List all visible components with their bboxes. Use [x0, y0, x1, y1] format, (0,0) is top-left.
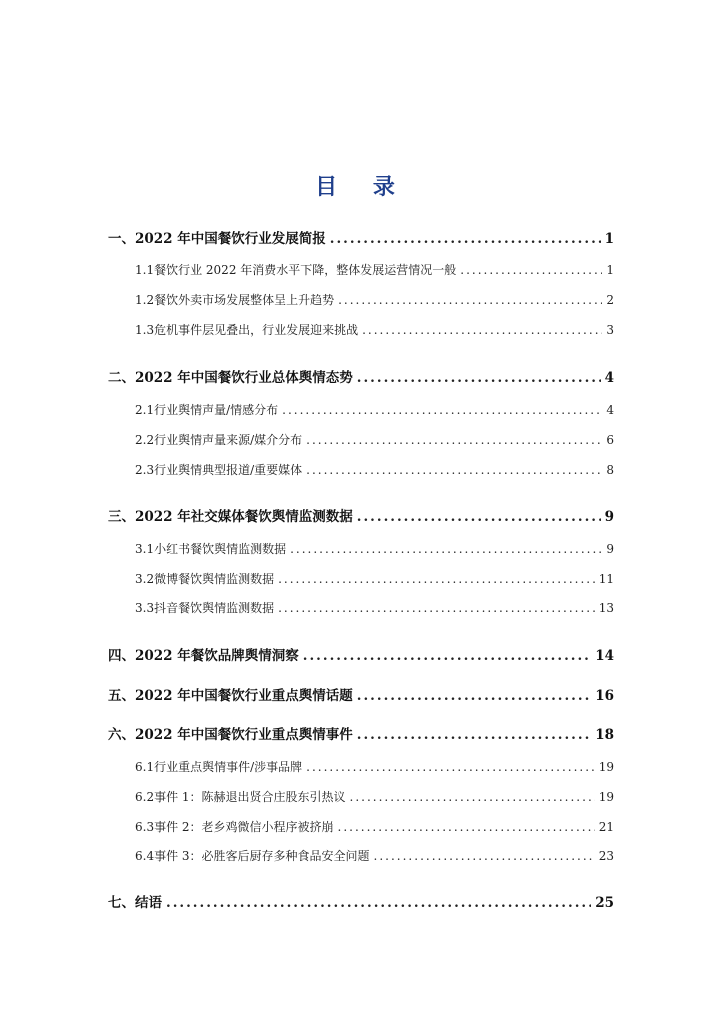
toc-entry-number: 七、	[108, 895, 135, 911]
toc-entry-page: 9	[606, 542, 614, 556]
toc-entry[interactable]	[135, 818, 614, 835]
toc-entry-number: 6.2	[135, 790, 155, 804]
toc-entry-number: 2.3	[135, 463, 155, 477]
toc-entry-text: 微博餐饮舆情监测数据	[154, 572, 275, 586]
toc-dot-leader	[278, 601, 595, 615]
toc-entry-page: 11	[598, 572, 614, 586]
toc-dot-leader	[374, 849, 595, 863]
toc-dot-leader	[278, 572, 595, 586]
toc-entry[interactable]	[108, 891, 614, 911]
toc-entry-text: 行业重点舆情事件/涉事品牌	[154, 760, 303, 774]
toc-dot-leader	[357, 727, 591, 743]
toc-entry-text: 行业舆情声量/情感分布	[154, 403, 279, 417]
toc-entry-number: 二、	[108, 370, 135, 386]
toc-entry-page: 4	[604, 370, 614, 386]
toc-entry-number: 一、	[108, 231, 135, 247]
toc-entry-text: 事件 1：陈赫退出贤合庄股东引热议	[154, 790, 346, 804]
toc-entry-page: 9	[604, 509, 614, 525]
toc-entry-number: 3.1	[135, 542, 155, 556]
toc-entry-page: 1	[604, 231, 614, 247]
toc-entry[interactable]	[108, 505, 614, 525]
toc-entry-number: 三、	[108, 509, 135, 525]
toc-entry-text: 行业舆情声量来源/媒介分布	[154, 433, 303, 447]
toc-entry-number: 3.2	[135, 572, 155, 586]
toc-entry-page: 1	[606, 263, 614, 277]
toc-entry-page: 25	[595, 895, 614, 911]
toc-entry-text: 2022 年社交媒体餐饮舆情监测数据	[135, 509, 353, 525]
toc-entry[interactable]	[108, 684, 614, 704]
toc-dot-leader	[338, 820, 595, 834]
toc-entry-text: 2022 年餐饮品牌舆情洞察	[135, 648, 299, 664]
toc-entry[interactable]	[135, 847, 614, 864]
toc-entry-text: 餐饮外卖市场发展整体呈上升趋势	[154, 293, 335, 307]
toc-title: 目 录	[315, 174, 409, 200]
toc-dot-leader	[350, 790, 595, 804]
toc-dot-leader	[306, 760, 595, 774]
toc-entry-page: 4	[606, 403, 614, 417]
toc-entry-number: 四、	[108, 648, 135, 664]
toc-entry[interactable]	[108, 644, 614, 664]
toc-entry[interactable]	[135, 431, 614, 448]
toc-dot-leader	[282, 403, 602, 417]
toc-entry-number: 1.3	[135, 323, 155, 337]
toc-entry-text: 2022 年中国餐饮行业发展简报	[135, 231, 326, 247]
toc-entry[interactable]	[135, 599, 614, 616]
toc-entry-text: 2022 年中国餐饮行业重点舆情话题	[135, 688, 353, 704]
toc-entry-text: 事件 3：必胜客后厨存多种食品安全问题	[154, 849, 370, 863]
toc-entry-text: 2022 年中国餐饮行业重点舆情事件	[135, 727, 353, 743]
toc-dot-leader	[306, 463, 602, 477]
toc-entry-number: 6.3	[135, 820, 155, 834]
toc-entry-number: 1.2	[135, 293, 155, 307]
toc-entry-page: 16	[595, 688, 614, 704]
toc-entry-text: 行业舆情典型报道/重要媒体	[154, 463, 303, 477]
toc-entry-number: 6.4	[135, 849, 155, 863]
toc-entry-page: 18	[595, 727, 614, 743]
toc-dot-leader	[306, 433, 602, 447]
toc-entry-page: 19	[598, 760, 614, 774]
toc-dot-leader	[357, 688, 591, 704]
toc-dot-leader	[357, 509, 601, 525]
toc-entry-text: 2022 年中国餐饮行业总体舆情态势	[135, 370, 353, 386]
toc-entry-text: 抖音餐饮舆情监测数据	[154, 601, 275, 615]
toc-entry-page: 21	[598, 820, 614, 834]
toc-entry-text: 餐饮行业 2022 年消费水平下降，整体发展运营情况一般	[154, 263, 457, 277]
toc-entry[interactable]	[135, 261, 614, 278]
toc-entry[interactable]	[135, 461, 614, 478]
toc-dot-leader	[362, 323, 602, 337]
toc-entry-text: 小红书餐饮舆情监测数据	[154, 542, 287, 556]
toc-entry[interactable]	[108, 366, 614, 386]
toc-entry-text: 结语	[135, 895, 162, 911]
toc-entry[interactable]	[135, 291, 614, 308]
toc-dot-leader	[166, 895, 591, 911]
toc-dot-leader	[460, 263, 602, 277]
toc-dot-leader	[338, 293, 602, 307]
toc-entry-page: 3	[606, 323, 614, 337]
toc-dot-leader	[303, 648, 591, 664]
toc-entry[interactable]	[135, 570, 614, 587]
toc-entry-number: 1.1	[135, 263, 155, 277]
toc-entry[interactable]	[135, 758, 614, 775]
toc-dot-leader	[357, 370, 601, 386]
toc-entry[interactable]	[108, 723, 614, 743]
toc-entry-page: 13	[598, 601, 614, 615]
toc-entry[interactable]	[135, 401, 614, 418]
toc-entry-page: 6	[606, 433, 614, 447]
toc-entry-number: 五、	[108, 688, 135, 704]
toc-entry[interactable]	[135, 321, 614, 338]
toc-entry[interactable]	[108, 227, 614, 247]
toc-entry-page: 8	[606, 463, 614, 477]
toc-entry-page: 19	[598, 790, 614, 804]
toc-entry-page: 14	[595, 648, 614, 664]
toc-entry-page: 23	[598, 849, 614, 863]
toc-entry-number: 六、	[108, 727, 135, 743]
toc-entry-number: 3.3	[135, 601, 155, 615]
toc-entry-number: 2.2	[135, 433, 155, 447]
toc-entry-text: 危机事件层见叠出，行业发展迎来挑战	[154, 323, 359, 337]
toc-entry-number: 2.1	[135, 403, 155, 417]
toc-entry[interactable]	[135, 788, 614, 805]
toc-entry-page: 2	[606, 293, 614, 307]
toc-entry-number: 6.1	[135, 760, 155, 774]
toc-dot-leader	[290, 542, 602, 556]
toc-entry[interactable]	[135, 540, 614, 557]
toc-entry-text: 事件 2：老乡鸡微信小程序被挤崩	[154, 820, 334, 834]
toc-dot-leader	[330, 231, 601, 247]
